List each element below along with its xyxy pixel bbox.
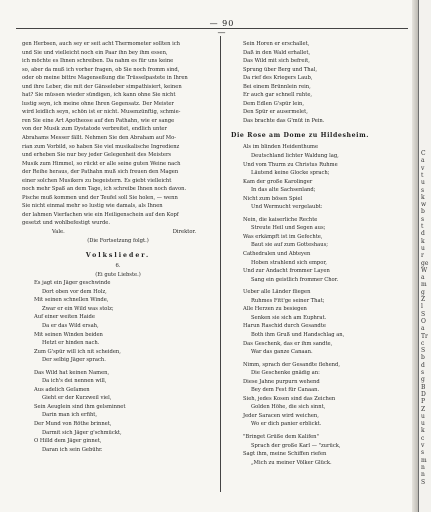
adjacent-page-fragment: k <box>421 427 425 435</box>
adjacent-page-fragment: Z <box>421 405 426 413</box>
song-stanza-continued <box>231 40 411 125</box>
verse-line: Kam der große Karolinger <box>243 178 313 185</box>
verse-line: Aus adelich Geſamen <box>34 386 90 393</box>
adjacent-page-fragment: S <box>421 310 426 318</box>
stanza <box>231 288 411 356</box>
adjacent-page-fragment: r <box>421 252 424 260</box>
verse-line: Der Mund von Röthe brinnet, <box>34 420 112 427</box>
verse-line: Was erkämpft ist im Gefechte, <box>243 233 323 240</box>
verse-line: Zum G'spür will ich nit scheiden, <box>34 348 121 355</box>
verse-line: Sein Aeuglein sind ihm gelsminnet <box>34 403 126 410</box>
adjacent-page-fragment: s <box>421 369 425 376</box>
verse-line: Das Geschenk, das er ihm sandte, <box>243 340 333 347</box>
text-line: und Sie und vielleicht noch ein Paar ihn bey ihm essen, <box>22 49 168 56</box>
verse-line: Jeder Saracen wird weichen, <box>243 412 319 419</box>
stanza <box>231 361 411 429</box>
text-line: Pische muß kommen und der Teufel soll Sie holen, — wenn <box>22 194 178 201</box>
adjacent-page-fragment: u <box>421 412 425 420</box>
verse-line: „Mich zu meiner Völker Glück. <box>251 459 332 466</box>
adjacent-page-fragment: C <box>421 150 426 157</box>
text-line: einer solchen Musikers zu begeistern. Es giebt vielleicht <box>22 177 172 184</box>
adjacent-page-fragment: w <box>421 201 427 209</box>
poem-stanzas <box>231 143 411 467</box>
adjacent-page-fragment: O <box>421 317 426 325</box>
adjacent-page-fragment: m <box>421 281 427 289</box>
verse-line: Die Geschenke gnädig an: <box>251 370 320 377</box>
verse-line: Sang ein geistlich frommer Chor. <box>251 276 339 283</box>
text-line: Abrahams Messer fällt. Nehmen Sie den Abraham auf Mo- <box>22 135 176 142</box>
stanza <box>231 143 411 211</box>
verse-line: Da er das Wild ersah, <box>42 322 99 329</box>
right-column <box>231 40 411 471</box>
adjacent-page-fragment: s <box>421 215 425 223</box>
verse-line: Both ihm Gruß und Handschlag an, <box>251 331 345 338</box>
verse-line: Und Wermucht vergelaubt: <box>251 204 323 211</box>
verse-line: In das alte Sachsenland; <box>251 187 316 194</box>
text-line: Daß in den Wald erhallet, <box>243 49 311 56</box>
verse-line: Hetzt er hinden nach. <box>42 340 100 347</box>
stanza <box>231 433 411 467</box>
verse-line: Sagt ihm, meine Schiffen riefen <box>243 451 327 458</box>
verse-line: Sprach der große Karl — "zurück, <box>251 442 341 449</box>
text-line: gen Herbsen, auch sey er seit acht Thermometer sollten ich <box>22 41 181 47</box>
verse-line: Auf einer weiten Haide <box>34 314 95 321</box>
adjacent-page-fragment: v <box>421 164 425 172</box>
adjacent-page-fragment: s <box>421 186 425 194</box>
verse-line: Streute Heil und Segen aus; <box>251 225 326 232</box>
adjacent-page-fragment: v <box>421 442 425 449</box>
header-rule <box>16 28 408 29</box>
page-number: — 90 — <box>209 19 235 37</box>
adjacent-page-fragment: n <box>421 471 425 479</box>
adjacent-page-fragment: B <box>421 383 426 391</box>
verse-line: Senken sie sich am Euphrat. <box>251 314 327 321</box>
text-line: Bei einem Brünnlein rein, <box>243 83 311 90</box>
text-line: Das Wild mit sich befreit, <box>243 58 310 65</box>
text-line: so, aber da muß ich vorher fragen, ob Sie noch fromm sind, <box>22 66 180 73</box>
verse-line: War das ganze Canaan. <box>251 349 313 356</box>
adjacent-page-fragment: ge <box>421 259 429 267</box>
adjacent-page-fragment: t <box>421 171 424 179</box>
verse-line: Da ich's dei nennen will, <box>42 378 107 385</box>
verse-line: Baut sie auf zum Gotteshaus; <box>251 242 329 249</box>
text-line: lustig seyn, ich meine ohne Ihren Gegensatz. Der Meister <box>22 100 174 107</box>
song-number: 6. <box>115 263 121 270</box>
verse-line: Und vom Thurm zu Christus Ruhme <box>243 161 338 168</box>
adjacent-page-fragment: a <box>421 325 425 333</box>
left-column <box>22 40 214 458</box>
adjacent-page-fragment: d <box>421 361 425 369</box>
adjacent-page-fragment: c <box>421 339 425 347</box>
adjacent-page-fragment: l <box>421 303 423 311</box>
verse-line: Nein, die kaiserliche Rechte <box>243 216 318 223</box>
section-heading: Volkslieder. <box>85 252 151 260</box>
adjacent-page-fragment: u <box>421 420 425 428</box>
text-line: ren Sie eine Art Apotheose auf den Pathahn, wie er sange <box>22 117 175 124</box>
adjacent-page-fragment: k <box>421 237 425 245</box>
verse-line: Der selbig Jäger sprach. <box>42 357 106 364</box>
text-line: Musik zum Himmel, so rückt er alle seine guten Weine nach <box>22 160 181 167</box>
text-line: Den Spür er ausermelet, <box>243 109 308 116</box>
text-line: und ihre Leber, die mit der Gänseleber simpathisiert, keinen <box>22 83 182 90</box>
adjacent-page-fragment: g <box>421 376 425 384</box>
verse-line: Cathedralen und Abteyen <box>243 251 311 258</box>
verse-line: Läutend keine Glocke sprach; <box>251 170 330 177</box>
adjacent-page-fragment: Tr <box>421 332 428 340</box>
text-line: noch mehr Spaß an dem Tage, ich schreibe Ihnen noch davon. <box>22 186 187 193</box>
verse-line: Darin man ich erfiht, <box>42 412 98 419</box>
adjacent-page-edge <box>418 0 431 512</box>
text-line: von der Musik zum Dystatode verbreitet, endlich unter <box>22 126 167 133</box>
verse-line: Und zur Andacht frommer Layen <box>243 268 330 275</box>
verse-line: O Hilld dem Jäger ginnet, <box>34 438 102 445</box>
text-line: Sprung über Berg und Thal, <box>243 66 318 73</box>
stanza <box>231 216 411 284</box>
adjacent-page-fragment: a <box>421 157 425 165</box>
verse-line: Ruhmes Fitt'ge seiner That; <box>251 297 325 304</box>
text-line: Sein Horen er erschallet, <box>243 41 310 47</box>
adjacent-page-fragment: m <box>421 456 427 464</box>
verse-line: Als im blinden Heidenthume <box>243 144 319 151</box>
text-line: Da rief des Kriegers Laub, <box>243 75 313 82</box>
text-line: rian zum Vorbild, so haben Sie viel musikalische Ingredienz <box>22 143 180 150</box>
text-line: gesetzt und wohlbefestigt wurde. <box>22 220 111 227</box>
letter-signature <box>22 228 214 237</box>
adjacent-page-fragment: P <box>421 398 426 406</box>
verse-line: Nimm, sprach der Gesandte flehend, <box>243 361 340 368</box>
column-divider <box>220 36 221 492</box>
verse-line: Sieh, jedes Kosen sind das Zeichen <box>243 395 336 402</box>
adjacent-page-fragment: g <box>421 288 425 296</box>
verse-line: Dort oben vor dem Holz, <box>42 288 107 295</box>
adjacent-page-fragment: s <box>421 449 425 457</box>
adjacent-page-fragment: b <box>421 354 425 362</box>
verse-line: Nicht zum bösen Spiel <box>243 195 303 202</box>
adjacent-page-fragment: D <box>421 390 426 398</box>
verse-line: Zwar er ein Wild was stolz; <box>42 305 114 312</box>
song-stanzas <box>22 279 214 454</box>
verse-line: Mit seinen Winden beiden <box>34 331 103 338</box>
verse-line: Gieht er der Kurzweil viel, <box>42 395 112 402</box>
song-subtitle: (Ei gute Liebste.) <box>95 271 141 278</box>
verse-line: Das Wild hat keinen Namen, <box>34 369 110 376</box>
adjacent-page-fragment: b <box>421 208 425 216</box>
verse-line: Golden Höhe, die sich sinnt, <box>251 404 326 411</box>
text-line: und erheben Sie nur bey jeder Gelegenheit des Meisters <box>22 152 172 159</box>
stanza <box>22 279 214 364</box>
signature-vale: Vale. <box>52 229 65 236</box>
verse-line: Daran ich sein Gebühr. <box>42 446 103 453</box>
continuation-note: (Die Fortsetzung folgt.) <box>87 237 149 244</box>
text-line: Dem Edlen G'spür lein, <box>243 100 305 107</box>
adjacent-page-fragment: a <box>421 274 425 282</box>
poem-heading: Die Rose am Dome zu Hildesheim. <box>231 132 370 140</box>
text-line: Das brachte das G'müt in Pein. <box>243 117 325 124</box>
verse-line: Ueber alle Länder fliegen <box>243 289 311 296</box>
verse-line: Darmit sich Jäger g'schmückt, <box>42 429 122 436</box>
verse-line: Mit seinen schnellen Winde, <box>34 297 109 304</box>
verse-line: Es jagt ein Jäger geschwinde <box>34 280 111 287</box>
verse-line: Diese Jahne purpurn wehend <box>243 378 320 385</box>
letter-text <box>22 40 214 228</box>
text-line: hat? Sie müssen wieder sündigen, ich kann ohne Sie nicht <box>22 92 176 99</box>
adjacent-page-fragment: n <box>421 463 425 471</box>
verse-line: Alle Herzen zu besiegen <box>243 306 307 313</box>
verse-line: Harun Raschid durch Gesandte <box>243 323 326 330</box>
adjacent-page-fragment: Z <box>421 296 426 303</box>
adjacent-page-fragment: t <box>421 223 424 230</box>
text-line: der lahmen Vierfachen wie ein Heiligenschein auf den Kopf <box>22 211 179 218</box>
verse-line: Deutschland lichter Waldung lag, <box>251 153 339 160</box>
verse-line: "Bringet Grüße dem Kalifen" <box>243 433 319 440</box>
adjacent-page-fragment: S <box>421 347 426 355</box>
verse-line: Hoben strahlend sich empor, <box>251 259 327 266</box>
adjacent-page-fragment: W <box>421 266 428 274</box>
signature-director: Direktor. <box>172 229 196 236</box>
adjacent-page-fragment: u <box>421 179 425 187</box>
text-line: der Reihe heraus, der Pathahn muß sich freuen den Magen <box>22 169 179 176</box>
verse-line: Wo er dich panier erblickt. <box>251 421 322 428</box>
adjacent-page-fragment: k <box>421 193 425 201</box>
text-line: wird leidlich seyn, schön ist er nicht. Musenzünftig, schmie- <box>22 109 181 116</box>
text-line: Er auch gar schnell ruhte, <box>243 92 313 99</box>
text-line: ich möchte es Ihnen schreiben. Da nahm es für uns keine <box>22 58 174 65</box>
adjacent-page-fragment: u <box>421 244 425 252</box>
text-line: Sie nicht einmal mehr so lustig wie damals, als Ihnen <box>22 203 163 210</box>
stanza <box>22 369 214 454</box>
adjacent-page-fragment: d <box>421 230 425 238</box>
adjacent-page-fragment: S <box>421 478 426 486</box>
text-line: oder ob meine bittre Magenseßung die Trüsselpastete in Ihren <box>22 75 188 82</box>
verse-line: Bey dem Fest für Canaan. <box>251 387 320 394</box>
adjacent-page-fragment: c <box>421 434 425 442</box>
